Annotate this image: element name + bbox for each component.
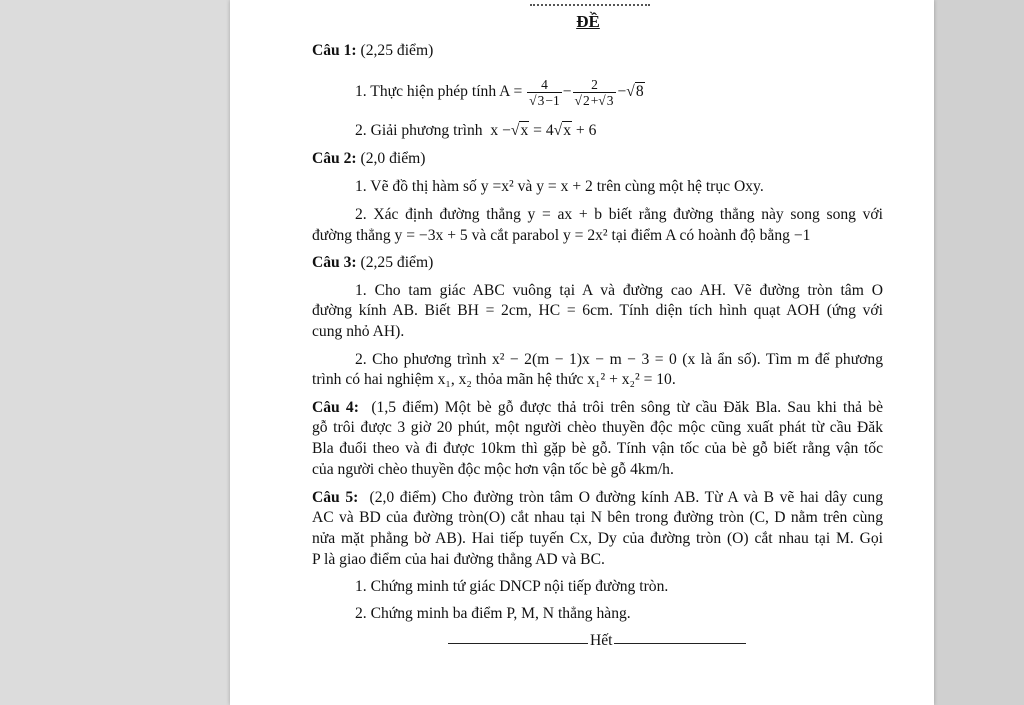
- q3-item1-line3: cung nhỏ AH).: [312, 323, 405, 340]
- end-rule-right: [614, 643, 746, 644]
- q5-item1: 1. Chứng minh tứ giác DNCP nội tiếp đường tròn.: [355, 578, 669, 595]
- exam-title: ĐỀ: [576, 12, 600, 31]
- q3-item1-line2: đường kính AB. Biết BH = 2cm, HC = 6cm. Tính diện tích hình quạt AOH (ứng với: [312, 302, 883, 319]
- q4-line2: gỗ trôi được 3 giờ 20 phút, một người chèo thuyền độc mộc cũng xuất phát từ cầu Đăk: [312, 419, 883, 436]
- q3-item1-line1: 1. Cho tam giác ABC vuông tại A và đường cao AH. Vẽ đường tròn tâm O: [355, 282, 883, 299]
- q5-line1: Câu 5: (2,0 điểm) Cho đường tròn tâm O đường kính AB. Từ A và B vẽ hai dây cung: [312, 489, 884, 506]
- q2-item2-line1: 2. Xác định đường thẳng y = ax + b biết rằng đường thẳng này song song với: [355, 206, 883, 223]
- end-marker: [448, 632, 748, 652]
- q1-item1-text: 1. Thực hiện phép tính A =: [355, 83, 523, 101]
- end-rule-left: [448, 643, 588, 644]
- fraction-1-numerator: 4: [541, 77, 548, 92]
- q2-heading: Câu 2: (2,0 điểm): [312, 150, 426, 167]
- q5-item2: 2. Chứng minh ba điểm P, M, N thẳng hàng.: [355, 605, 631, 622]
- fraction-1-denominator: √3−1: [529, 93, 560, 108]
- fraction-2: [573, 77, 617, 108]
- q1-points: (2,25 điểm): [360, 42, 434, 59]
- q2-item1: 1. Vẽ đồ thị hàm số y =x² và y = x + 2 trên cùng một hệ trục Oxy.: [355, 178, 764, 195]
- q2-item2-line2: đường thẳng y = −3x + 5 và cắt parabol y = 2x² tại điểm A có hoành độ bằng −1: [312, 227, 811, 244]
- q4-line1: Câu 4: (1,5 điểm) Một bè gỗ được thả trôi trên sông từ cầu Đăk Bla. Sau khi thả bè: [312, 399, 883, 416]
- fraction-2-denominator: √2+√3: [573, 92, 617, 108]
- end-text: Hết: [590, 632, 613, 649]
- q4-line4: của người chèo thuyền độc mộc hơn vận tốc bè gỗ 4km/h.: [312, 461, 674, 478]
- left-background: [0, 0, 230, 705]
- q5-line2: AC và BD của đường tròn(O) cắt nhau tại N bên trong đường tròn (C, D nằm trên cùng: [312, 509, 883, 526]
- q3-heading: Câu 3: (2,25 điểm): [312, 254, 434, 271]
- q1-item1: 1. Thực hiện phép tính A = $\frac{4}{√3-1}$ − $\frac{2}{√2+√3}$ −√8: [355, 77, 644, 108]
- q3-item2-line2: trình có hai nghiệm x₁, x₂ thỏa mãn hệ thức x₁² + x₂² = 10.: [312, 371, 676, 388]
- q1-heading: [312, 42, 433, 60]
- q1-label: Câu 1:: [312, 42, 357, 59]
- q1-item2: 2. Giải phương trình x −√x = 4√x + 6: [355, 122, 597, 139]
- q5-line4: P là giao điểm của hai đường thẳng AD và BC.: [312, 551, 605, 568]
- fraction-2-numerator: 2: [591, 77, 598, 92]
- right-background: [934, 0, 1024, 705]
- q4-line3: Bla đuổi theo và đi được 10km thì gặp bè gỗ. Tính vận tốc của bè gỗ biết rằng vận tốc: [312, 440, 883, 457]
- sqrt-8: 8: [635, 83, 644, 101]
- cut-off-header-text: [530, 0, 650, 6]
- document-page: [230, 0, 934, 705]
- q5-line3: nửa mặt phẳng bờ AB). Hai tiếp tuyến Cx, Dy của đường tròn (O) cắt nhau tại M. Gọi: [312, 530, 883, 547]
- fraction-1: [527, 77, 562, 108]
- q3-item2-line1: 2. Cho phương trình x² − 2(m − 1)x − m − 3 = 0 (x là ẩn số). Tìm m để phương: [355, 351, 883, 368]
